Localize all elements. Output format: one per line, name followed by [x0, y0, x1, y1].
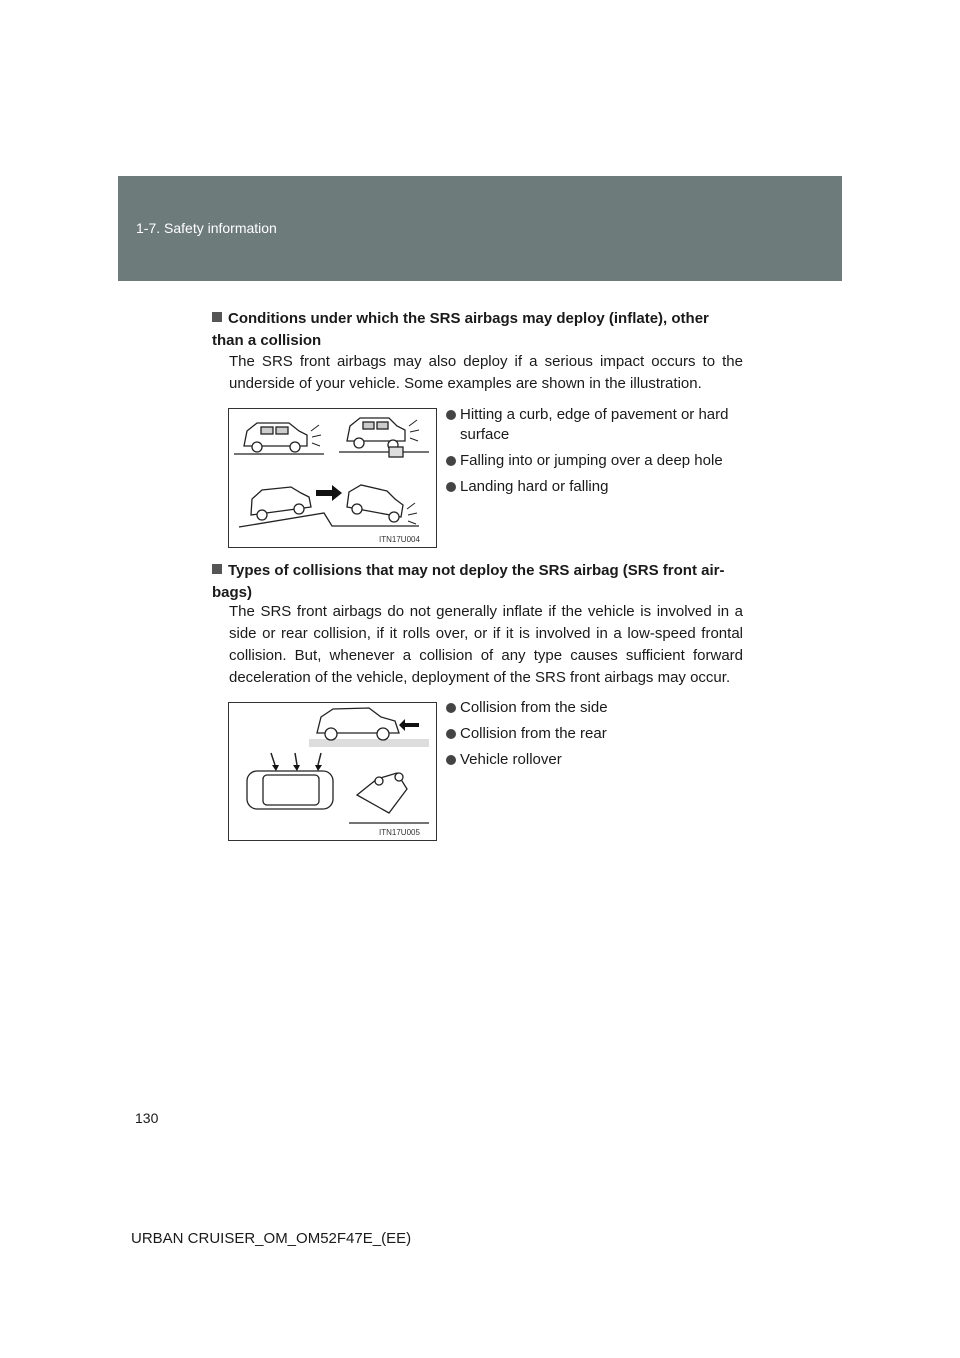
- round-bullet-icon: [446, 456, 456, 466]
- bullet-list-deploy-conditions: [446, 405, 744, 503]
- paragraph-deploy-conditions: The SRS front airbags may also deploy if a serious impact occurs to the underside of your vehicle. Some examples are shown in the illustration.: [229, 353, 743, 392]
- figure-collision-types: [228, 702, 437, 841]
- car-side-view-icon: [309, 708, 429, 747]
- round-bullet-icon: [446, 482, 456, 492]
- section-title-non-deploy-types: [212, 560, 744, 604]
- collision-types-illustration: [229, 703, 436, 840]
- list-item: Landing hard or falling: [446, 477, 744, 497]
- car-rollover-icon: [349, 773, 429, 823]
- page-number: 130: [135, 1110, 159, 1126]
- list-item: Vehicle rollover: [446, 750, 744, 770]
- document-footer: URBAN CRUISER_OM_OM52F47E_(EE): [131, 1230, 412, 1247]
- section-title-text: Types of collisions that may not deploy the SRS airbag (SRS front air-bags): [212, 562, 725, 601]
- paragraph-non-deploy-types: The SRS front airbags do not generally inflate if the vehicle is involved in a side or rear collision, if it rolls over, or if it is involved in a low-speed frontal collision. But, whenever a collision of any type causes sufficient forward deceleration of the vehicle, deployment of the SRS front airbags may occur.: [229, 603, 743, 686]
- arrow-right-icon: [316, 485, 342, 501]
- bullet-list-non-deploy-types: [446, 698, 744, 776]
- section-title-deploy-conditions: [212, 308, 744, 352]
- list-item: Falling into or jumping over a deep hole: [446, 451, 744, 471]
- list-item: Hitting a curb, edge of pavement or hard surface: [446, 405, 744, 445]
- round-bullet-icon: [446, 755, 456, 765]
- car-pavement-icon: [339, 418, 429, 457]
- car-curb-icon: [234, 423, 324, 454]
- figure-code: ITN17U005: [379, 828, 420, 837]
- square-bullet-icon: [212, 564, 222, 574]
- figure-underside-impacts: [228, 408, 437, 548]
- section-title-text: Conditions under which the SRS airbags may deploy (inflate), other than a collision: [212, 310, 709, 349]
- round-bullet-icon: [446, 410, 456, 420]
- section-header-band: [118, 176, 842, 281]
- car-top-view-icon: [247, 753, 333, 809]
- list-item: Collision from the side: [446, 698, 744, 718]
- round-bullet-icon: [446, 729, 456, 739]
- round-bullet-icon: [446, 703, 456, 713]
- list-item: Collision from the rear: [446, 724, 744, 744]
- underside-impact-illustration: [229, 409, 436, 547]
- square-bullet-icon: [212, 312, 222, 322]
- figure-code: ITN17U004: [379, 535, 420, 544]
- section-header-title: 1-7. Safety information: [136, 220, 277, 236]
